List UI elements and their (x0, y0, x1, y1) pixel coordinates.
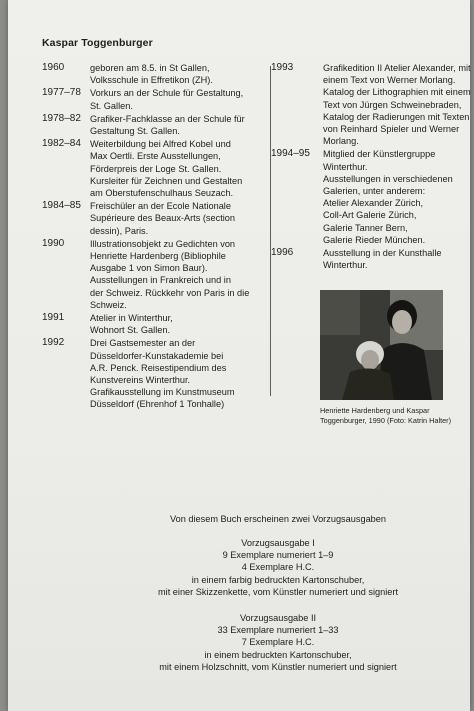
bio-year: 1992 (42, 337, 65, 349)
bio-year: 1977–78 (42, 87, 81, 99)
bio-text: Grafikedition II Atelier Alexander, mit einem Text von Werner Morlang. Katalog der Lithographien mit einem Text von Jürgen Schweinebraden, Katalog der Radierungen mit Texten von Reinhard Spieler und Werner Morlang. (323, 63, 471, 147)
edition-one-block (68, 537, 474, 598)
edition-intro-text: Von diesem Buch erscheinen zwei Vorzugsausgaben (169, 514, 387, 524)
bio-year: 1996 (271, 247, 294, 259)
bio-entry (271, 148, 474, 246)
bio-text: Grafiker-Fachklasse an der Schule für Gestaltung St. Gallen. (90, 113, 245, 137)
bio-text: Drei Gastsemester an der Düsseldorfer-Kunstakademie bei A.R. Penck. Reisestipendium des Kunstvereins Winterthur. Grafikausstellung im Kunstmuseum Düsseldorf (Ehrenhof 1 Tonhalle) (90, 338, 235, 410)
bio-text: Weiterbildung bei Alfred Kobel und Max Oertli. Erste Ausstellungen, Förderpreis der Loge St. Gallen. Kursleiter für Zeichnen und Gestalten am Oberstufenschulhaus Seuzach. (90, 139, 243, 199)
bio-entry (42, 238, 270, 311)
bio-entry (271, 62, 474, 147)
bio-text: geboren am 8.5. in St Gallen, Volksschule in Effretikon (ZH). (90, 63, 213, 86)
bio-text: Illustrationsobjekt zu Gedichten von Henriette Hardenberg (Bibliophile Ausgabe 1 von Simon Baur). Ausstellungen in Frankreich und in der Schweiz. Rückkehr von Paris in die Schweiz. (90, 238, 250, 310)
photo-illustration (320, 290, 443, 400)
edition-line: in einem farbig bedruckten Kartonschuber, (191, 574, 365, 585)
portrait-photo (320, 290, 443, 400)
bio-entry (42, 138, 270, 199)
bio-entry (42, 62, 270, 86)
biography-right-column (271, 62, 474, 272)
edition-line: Vorzugsausgabe II (239, 613, 317, 623)
bio-year: 1982–84 (42, 138, 81, 150)
bio-text: Mitglied der Künstlergruppe Winterthur. Ausstellungen in verschiedenen Galerien, unter anderem: Atelier Alexander Zürich, Coll-Art Galerie Zürich, Galerie Tanner Bern, Galerie Rieder München. (323, 149, 453, 245)
edition-line: 4 Exemplare H.C. (241, 562, 315, 573)
page-title: Kaspar Toggenburger (42, 37, 153, 49)
edition-intro (68, 513, 474, 525)
bio-entry (42, 200, 270, 237)
bio-year: 1960 (42, 62, 65, 73)
bio-text: Ausstellung in der Kunsthalle Winterthur. (323, 248, 442, 271)
bio-text: Vorkurs an der Schule für Gestaltung, St. Gallen. (90, 88, 244, 111)
bio-entry (42, 113, 270, 137)
edition-line: 9 Exemplare numeriert 1–9 (222, 550, 334, 561)
book-page (8, 0, 470, 711)
edition-line: mit einem Holzschnitt, vom Künstler numeriert und signiert (159, 661, 397, 672)
bio-entry (271, 247, 474, 271)
edition-line: 33 Exemplare numeriert 1–33 (217, 625, 339, 636)
edition-line: Vorzugsausgabe I (241, 538, 315, 548)
edition-line: 7 Exemplare H.C. (241, 637, 315, 648)
bio-text: Atelier in Winterthur, Wohnort St. Gallen. (90, 313, 173, 336)
bio-year: 1984–85 (42, 200, 81, 212)
bio-year: 1994–95 (271, 148, 310, 160)
edition-two-block (68, 612, 474, 673)
edition-line: in einem bedruckten Kartonschuber, (204, 649, 352, 660)
photo-caption: Henriette Hardenberg und Kaspar Toggenburger, 1990 (Foto: Katrin Halter) (320, 406, 452, 425)
edition-line: mit einer Skizzenkette, vom Künstler numeriert und signiert (158, 586, 398, 597)
bio-year: 1978–82 (42, 112, 81, 124)
bio-text: Freischüler an der Ecole Nationale Supérieure des Beaux-Arts (section dessin), Paris. (90, 201, 236, 236)
bio-year: 1993 (271, 62, 294, 73)
bio-entry (42, 337, 270, 410)
bio-year: 1991 (42, 312, 65, 324)
bio-year: 1990 (42, 237, 65, 249)
biography-left-column (42, 62, 270, 412)
bio-entry (42, 87, 270, 111)
bio-entry (42, 312, 270, 336)
